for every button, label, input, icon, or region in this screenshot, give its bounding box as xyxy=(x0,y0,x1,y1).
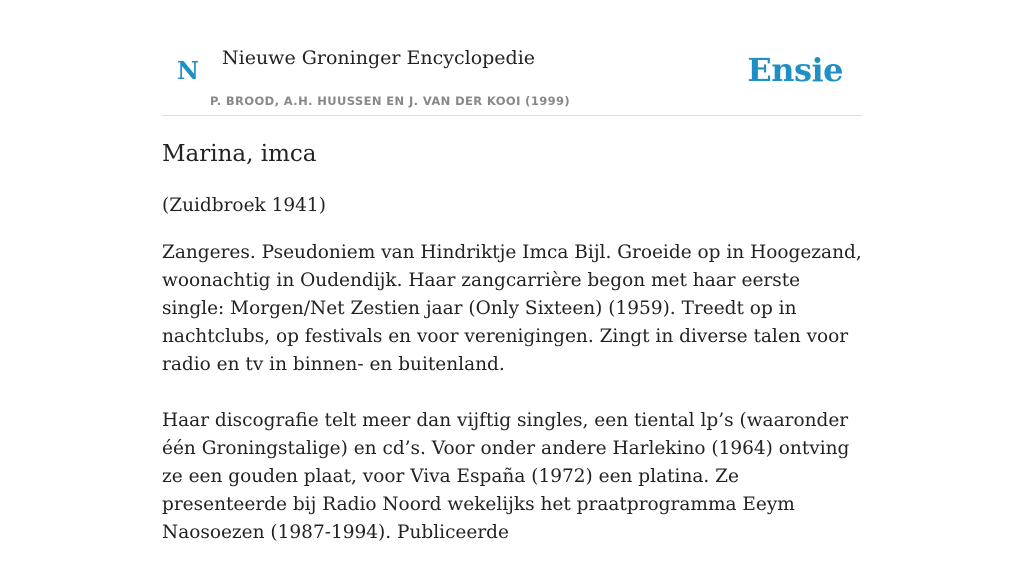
book-header xyxy=(162,0,862,116)
entry-title: Marina, imca xyxy=(162,141,317,167)
encyclopedia-page xyxy=(162,0,862,543)
entry-paragraph: Haar discografie telt meer dan vijftig singles, een tiental lp’s (waaronder één Groningstalige) en cd’s. Voor onder andere Harlekino (1964) ontving ze een gouden plaat, voor Viva España (1972) een platina. Ze presenteerde bij Radio Noord wekelijks het praatprogramma Eeym Naosoezen (1987-1994). Publiceerde xyxy=(162,410,850,543)
book-title-link[interactable]: Nieuwe Groninger Encyclopedie xyxy=(222,47,536,69)
book-initial-logo[interactable]: N xyxy=(177,56,199,85)
ensie-logo[interactable]: Ensie xyxy=(747,51,843,89)
entry-body xyxy=(162,239,862,575)
entry-subtitle: (Zuidbroek 1941) xyxy=(162,195,326,216)
entry-paragraph: Zangeres. Pseudoniem van Hindriktje Imca Bijl. Groeide op in Hoogezand, woonachtig in Oudendijk. Haar zangcarrière begon met haar eerste single: Morgen/Net Zestien jaar (Only Sixteen) (1959). Treedt op in nachtclubs, op festivals en voor verenigingen. Zingt in diverse talen voor radio en tv in binnen- en buitenland. xyxy=(162,242,862,375)
book-authors: P. BROOD, A.H. HUUSSEN EN J. VAN DER KOOI (1999) xyxy=(210,94,571,108)
